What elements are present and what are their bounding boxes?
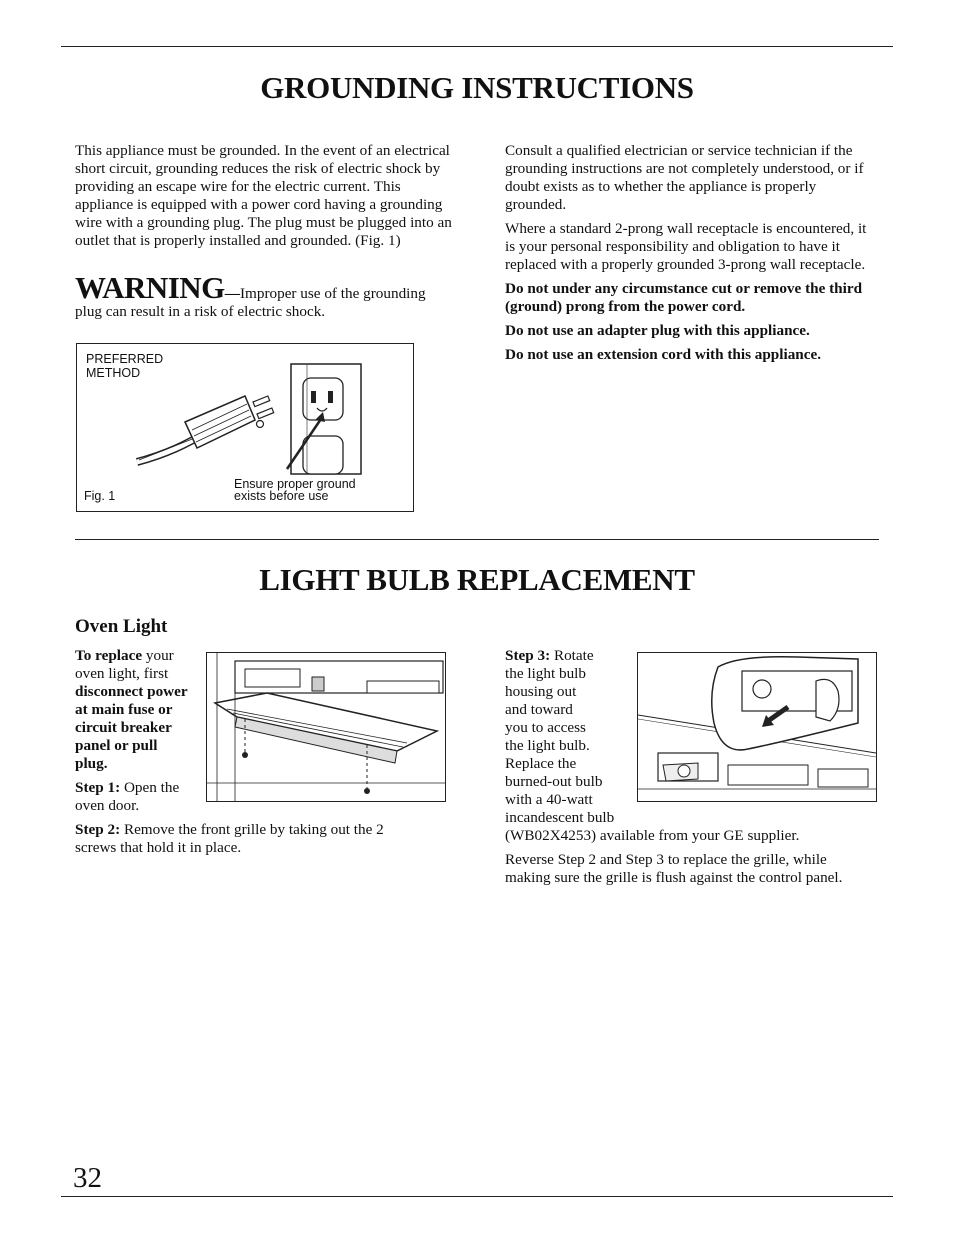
bulb-housing-illustration bbox=[637, 652, 877, 802]
warning-dash: — bbox=[224, 285, 240, 302]
fig1-note-line1: Ensure proper ground bbox=[234, 477, 356, 491]
warning-heading: WARNING bbox=[75, 270, 225, 305]
warning-text: Improper use of the grounding plug can result in a risk of electric shock. bbox=[75, 285, 426, 320]
step1-label: Step 1: bbox=[75, 779, 121, 796]
fig1-illustration bbox=[76, 343, 414, 512]
step3-line-0: Rotate bbox=[553, 647, 594, 664]
step3-line-2: housing out bbox=[505, 683, 577, 700]
fig1-label-line1: PREFERRED bbox=[86, 352, 164, 366]
grounding-paragraph: This appliance must be grounded. In the event of an electrical short circuit, grounding reduces the risk of electric shock by providing an escape wire for the electric current. This appliance is equipped with a power cord having a grounding wire with a grounding plug. The plug must be plugged into an outlet that is properly installed and grounded. (Fig. 1) bbox=[75, 142, 452, 249]
fig1-note bbox=[234, 478, 356, 502]
grounding-right-column bbox=[505, 142, 880, 364]
grounding-title: GROUNDING INSTRUCTIONS bbox=[260, 70, 694, 105]
fig1-note-line2: exists before use bbox=[234, 489, 329, 503]
page-number: 32 bbox=[73, 1162, 102, 1194]
top-rule bbox=[61, 46, 893, 47]
no-extension-warning: Do not use an extension cord with this appliance. bbox=[505, 346, 822, 363]
step1-paragraph bbox=[75, 779, 193, 815]
step2-text: Remove the front grille by taking out the 2 screws that hold it in place. bbox=[75, 821, 384, 856]
step2-label: Step 2: bbox=[75, 821, 121, 838]
bulb-housing-drawing bbox=[638, 653, 876, 801]
step3-line-5: the light bulb. bbox=[505, 737, 590, 754]
step3-block bbox=[505, 647, 633, 827]
two-prong-paragraph: Where a standard 2-prong wall receptacle is encountered, it is your personal responsibility and obligation to have it replaced with a properly grounded 3-prong wall receptacle. bbox=[505, 220, 867, 273]
oven-light-subtitle: Oven Light bbox=[75, 616, 168, 637]
to-replace-text: your oven light, first bbox=[75, 647, 174, 682]
bulb-title: LIGHT BULB REPLACEMENT bbox=[259, 562, 695, 597]
grille-drawing bbox=[207, 653, 445, 801]
do-not-cut-warning: Do not under any circumstance cut or remove the third (ground) prong from the power cord. bbox=[505, 280, 863, 315]
step3-line-3: and toward bbox=[505, 701, 573, 718]
step1-text: Open the oven door. bbox=[75, 779, 180, 814]
step3-tail: (WB02X4253) available from your GE supplier. bbox=[505, 827, 800, 844]
step3-label: Step 3: bbox=[505, 647, 551, 664]
step3-line-7: burned-out bulb bbox=[505, 773, 603, 790]
disconnect-power-text: disconnect power at main fuse or circuit breaker panel or pull plug. bbox=[75, 683, 188, 772]
no-adapter-warning: Do not use an adapter plug with this appliance. bbox=[505, 322, 810, 339]
warning-block bbox=[75, 270, 453, 321]
to-replace-bold: To replace bbox=[75, 647, 143, 664]
step3-line-8: with a 40-watt bbox=[505, 791, 593, 808]
step3-line-6: Replace the bbox=[505, 755, 577, 772]
bottom-rule bbox=[61, 1196, 893, 1197]
section-divider bbox=[75, 539, 879, 540]
grille-removal-illustration bbox=[206, 652, 446, 802]
fig1-caption: Fig. 1 bbox=[84, 489, 116, 503]
to-replace-paragraph bbox=[75, 647, 193, 773]
step3-line-4: you to access bbox=[505, 719, 586, 736]
step3-line-1: the light bulb bbox=[505, 665, 586, 682]
electrician-paragraph: Consult a qualified electrician or service technician if the grounding instructions are not completely understood, or if doubt exists as to whether the appliance is properly grounded. bbox=[505, 142, 864, 213]
fig1-label-line2: METHOD bbox=[86, 366, 141, 380]
step2-paragraph bbox=[75, 821, 425, 857]
step3-line-9: incandescent bulb bbox=[505, 809, 615, 826]
step3-first-line bbox=[505, 647, 633, 665]
reverse-paragraph: Reverse Step 2 and Step 3 to replace the grille, while making sure the grille is flush against the control panel. bbox=[505, 851, 843, 886]
